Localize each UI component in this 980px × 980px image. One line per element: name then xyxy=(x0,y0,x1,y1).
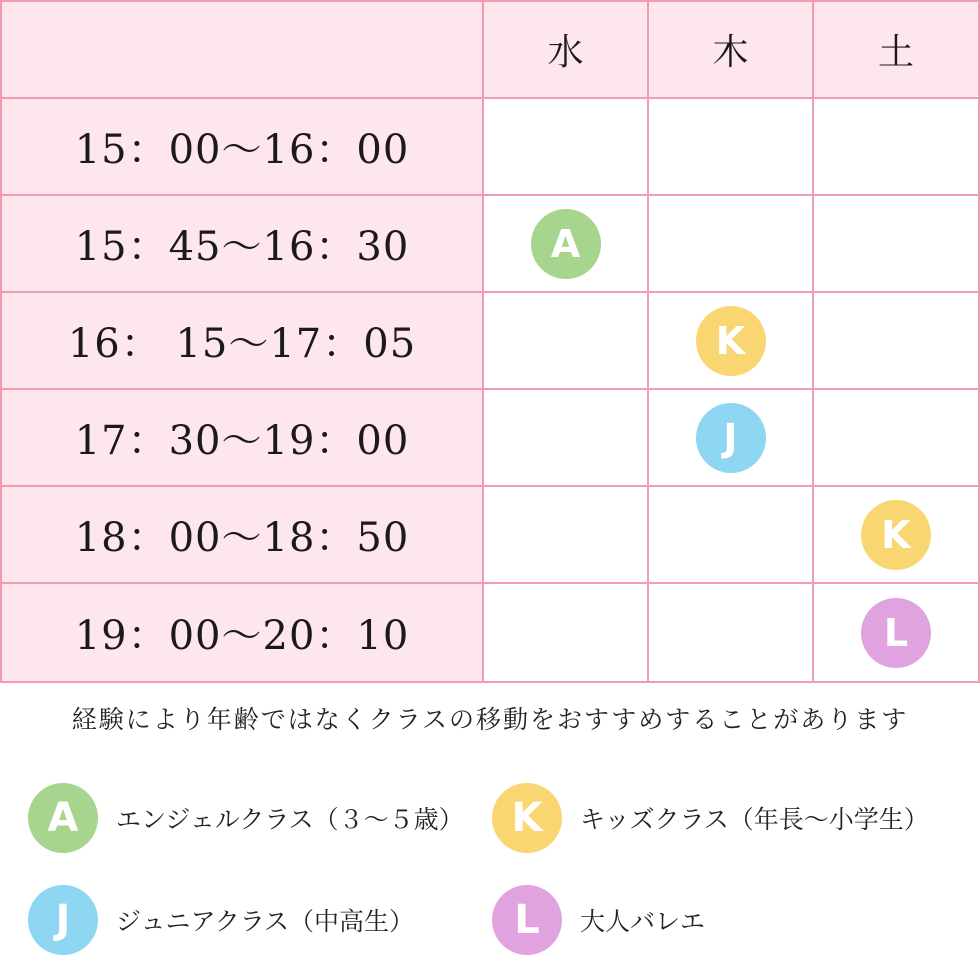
header-day-wed xyxy=(482,0,649,99)
slot-cell xyxy=(812,97,980,196)
time-cell xyxy=(0,485,484,584)
time-cell xyxy=(0,388,484,487)
slot-cell xyxy=(647,291,814,390)
slot-cell xyxy=(812,291,980,390)
class-badge-a: A xyxy=(28,783,98,853)
slot-cell xyxy=(647,485,814,584)
time-label: 15：00～16：00 xyxy=(74,127,410,173)
slot-cell xyxy=(647,582,814,683)
slot-cell xyxy=(812,388,980,487)
legend-item-a xyxy=(28,783,464,853)
legend-item-k xyxy=(492,783,929,853)
time-cell xyxy=(0,194,484,293)
header-day-thu xyxy=(647,0,814,99)
legend-label: 大人バレエ xyxy=(580,907,706,936)
time-label: 16： 15～17：05 xyxy=(67,321,417,367)
slot-cell xyxy=(482,388,649,487)
day-label: 土 xyxy=(877,32,914,73)
class-badge-l: L xyxy=(492,885,562,955)
slot-cell xyxy=(482,97,649,196)
class-badge-k: K xyxy=(696,306,766,376)
class-badge-a: A xyxy=(531,209,601,279)
time-label: 19：00～20：10 xyxy=(74,613,410,659)
time-label: 17：30～19：00 xyxy=(74,418,410,464)
header-day-sat xyxy=(812,0,980,99)
legend-label: キッズクラス（年長～小学生） xyxy=(580,805,929,834)
time-cell xyxy=(0,97,484,196)
slot-cell xyxy=(482,291,649,390)
day-label: 水 xyxy=(547,32,584,73)
time-cell xyxy=(0,582,484,683)
slot-cell xyxy=(482,582,649,683)
legend-label: ジュニアクラス（中高生） xyxy=(116,907,415,936)
slot-cell xyxy=(647,194,814,293)
legend-label: エンジェルクラス（３～５歳） xyxy=(116,805,464,834)
class-badge-l: L xyxy=(861,598,931,668)
class-badge-k: K xyxy=(861,500,931,570)
slot-cell xyxy=(482,194,649,293)
class-badge-j: J xyxy=(28,885,98,955)
header-corner-cell xyxy=(0,0,484,99)
class-badge-j: J xyxy=(696,403,766,473)
legend-item-l xyxy=(492,885,705,955)
slot-cell xyxy=(812,194,980,293)
legend-item-j xyxy=(28,885,414,955)
slot-cell xyxy=(647,388,814,487)
slot-cell xyxy=(482,485,649,584)
time-label: 18：00～18：50 xyxy=(74,515,410,561)
slot-cell xyxy=(812,485,980,584)
day-label: 木 xyxy=(712,32,749,73)
slot-cell xyxy=(647,97,814,196)
slot-cell xyxy=(812,582,980,683)
time-label: 15：45～16：30 xyxy=(74,224,410,270)
class-badge-k: K xyxy=(492,783,562,853)
time-cell xyxy=(0,291,484,390)
note-text: 経験により年齢ではなくクラスの移動をおすすめすることがあります xyxy=(71,705,909,734)
